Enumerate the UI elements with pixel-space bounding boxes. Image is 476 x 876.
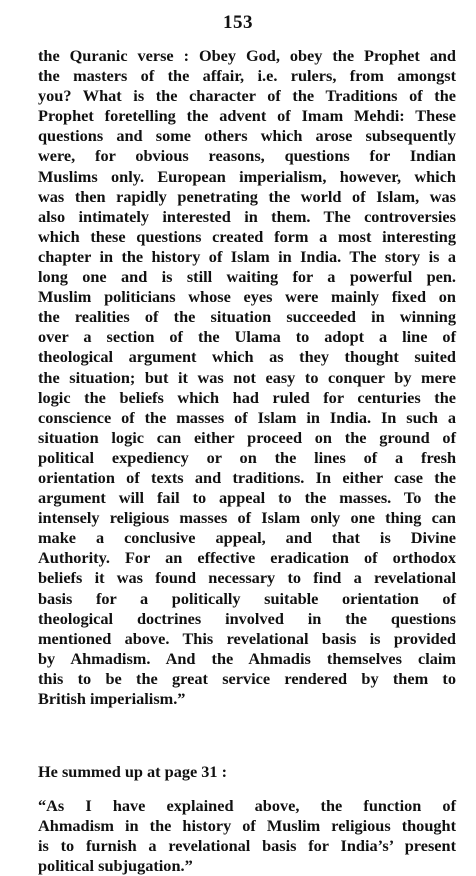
- summed-up-line: He summed up at page 31 :: [38, 762, 228, 781]
- text-line: basis for a politically suitable orientation of: [38, 588, 456, 608]
- text-line: was then rapidly penetrating the world of Islam, was: [38, 186, 456, 206]
- text-line: the Quranic verse : Obey God, obey the Prophet and: [38, 46, 456, 65]
- text-line: conscience of the masses of Islam in India. In such a: [38, 407, 456, 427]
- text-line: the realities of the situation succeeded in winning: [38, 307, 456, 327]
- text-line: British imperialism.”: [38, 689, 186, 708]
- text-line: intensely religious masses of Islam only one thing can: [38, 508, 456, 528]
- page-number: 153: [223, 12, 253, 33]
- quote-line: is to furnish a revelational basis for India’s’ present: [38, 836, 456, 856]
- text-line: theological argument which as they thought suited: [38, 347, 456, 367]
- text-line: Muslim politicians whose eyes were mainly fixed on: [38, 287, 456, 307]
- quoted-passage: [38, 796, 456, 876]
- text-line: argument will fail to appeal to the masses. To the: [38, 488, 456, 508]
- text-line: this to be the great service rendered by them to: [38, 668, 456, 688]
- text-line: orientation of texts and traditions. In either case the: [38, 467, 456, 487]
- text-line: the situation; but it was not easy to conquer by mere: [38, 367, 456, 387]
- text-line: situation logic can either proceed on the ground of: [38, 427, 456, 447]
- text-line: beliefs it was found necessary to find a revelational: [38, 568, 456, 588]
- text-line: theological doctrines involved in the questions: [38, 608, 456, 628]
- quote-line: political subjugation.”: [38, 856, 193, 876]
- text-line: the masters of the affair, i.e. rulers, from amongst: [38, 66, 456, 86]
- text-line: mentioned above. This revelational basis is provided: [38, 628, 456, 648]
- text-line: long one and is still waiting for a powerful pen.: [38, 267, 456, 287]
- main-paragraph: [38, 46, 456, 709]
- text-line: Prophet foretelling the advent of Imam Mehdi: These: [38, 106, 456, 126]
- text-line: Authority. For an effective eradication of orthodox: [38, 548, 456, 568]
- text-line: you? What is the character of the Traditions of the: [38, 86, 456, 106]
- text-line: by Ahmadism. And the Ahmadis themselves claim: [38, 648, 456, 668]
- text-line: make a conclusive appeal, and that is Divine: [38, 528, 456, 548]
- text-line: chapter in the history of Islam in India. The story is a: [38, 246, 456, 266]
- text-line: Muslims only. European imperialism, however, which: [38, 166, 456, 186]
- text-line: also intimately interested in them. The controversies: [38, 206, 456, 226]
- text-line: political expediency or on the lines of a fresh: [38, 447, 456, 467]
- text-line: questions and some others which arose subsequently: [38, 126, 456, 146]
- quote-line: Ahmadism in the history of Muslim religious thought: [38, 816, 456, 836]
- text-line: were, for obvious reasons, questions for Indian: [38, 146, 456, 166]
- quote-line: “As I have explained above, the function of: [38, 796, 456, 815]
- text-line: which these questions created form a most interesting: [38, 226, 456, 246]
- text-line: logic the beliefs which had ruled for centuries the: [38, 387, 456, 407]
- text-line: over a section of the Ulama to adopt a line of: [38, 327, 456, 347]
